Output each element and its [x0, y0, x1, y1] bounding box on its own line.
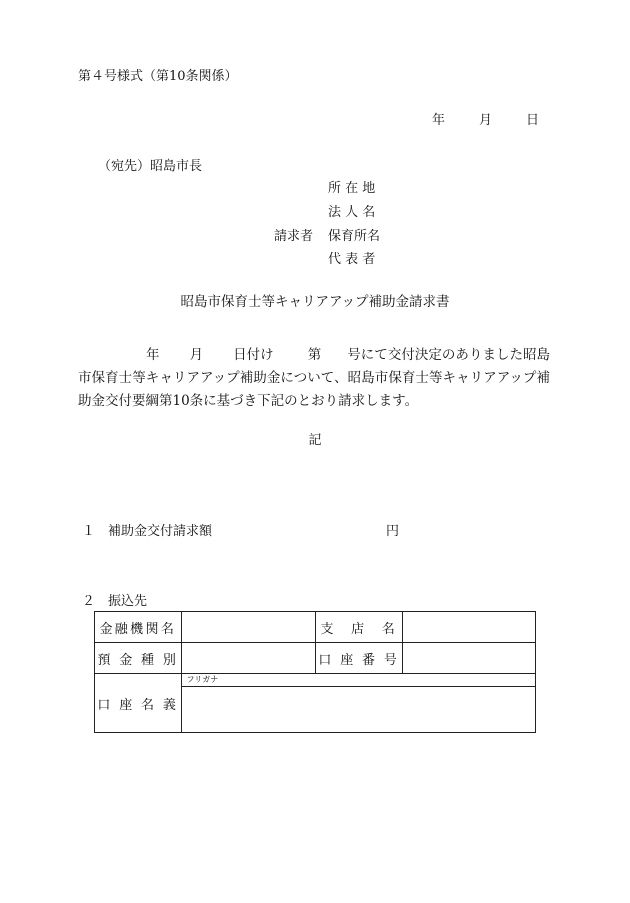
account-holder-label: 口 座 名 義: [95, 674, 182, 733]
field-location: 所 在 地: [328, 181, 376, 196]
form-number: 第４号様式（第10条関係）: [78, 69, 238, 84]
document-title: 昭島市保育士等キャリアアップ補助金請求書: [180, 294, 450, 310]
branch-name-field[interactable]: [402, 612, 535, 643]
account-number-label: 口 座 番 号: [315, 643, 402, 674]
date-year: 年: [432, 113, 446, 128]
branch-name-label: 支 店 名: [315, 612, 402, 643]
requester-label: 請求者: [274, 229, 314, 244]
body-paragraph: [78, 344, 550, 413]
furigana-label: フリガナ: [186, 675, 219, 684]
deposit-type-label: 預 金 種 別: [95, 643, 182, 674]
date-day: 日: [526, 113, 540, 128]
body-year: 年: [146, 347, 160, 363]
bank-name-field[interactable]: [181, 612, 315, 643]
furigana-field[interactable]: [182, 674, 535, 687]
item2-transfer-destination: ２ 振込先: [82, 594, 148, 609]
deposit-type-field[interactable]: [181, 643, 315, 674]
body-dated: 日付け: [233, 347, 274, 363]
account-number-field[interactable]: [402, 643, 535, 674]
account-holder-field[interactable]: [182, 687, 535, 732]
bank-name-label: 金融機関名: [95, 612, 182, 643]
item1-request-amount: [82, 524, 400, 539]
field-representative: 代 表 者: [328, 252, 376, 267]
item1-unit: 円: [386, 524, 400, 539]
field-facility-name: 保育所名: [328, 229, 381, 244]
table-row: [95, 612, 536, 643]
table-row: [95, 643, 536, 674]
body-month: 月: [189, 347, 204, 363]
table-row: [95, 674, 536, 733]
ki-heading: 記: [308, 433, 322, 448]
date-month: 月: [479, 113, 493, 128]
account-holder-cell: [181, 674, 535, 733]
field-corp-name: 法 人 名: [328, 205, 376, 220]
date-line: [432, 114, 539, 127]
item1-label: １ 補助金交付請求額: [82, 524, 213, 539]
addressee: （宛先）昭島市長: [98, 159, 203, 174]
body-text: 号にて交付決定のありました昭島市保育士等キャリアアップ補助金について、昭島市保育士等キャリアアップ補助金交付要綱第10条に基づき下記のとおり請求します。: [78, 347, 551, 409]
body-dai: 第: [307, 347, 322, 363]
bank-account-table: [94, 611, 536, 733]
